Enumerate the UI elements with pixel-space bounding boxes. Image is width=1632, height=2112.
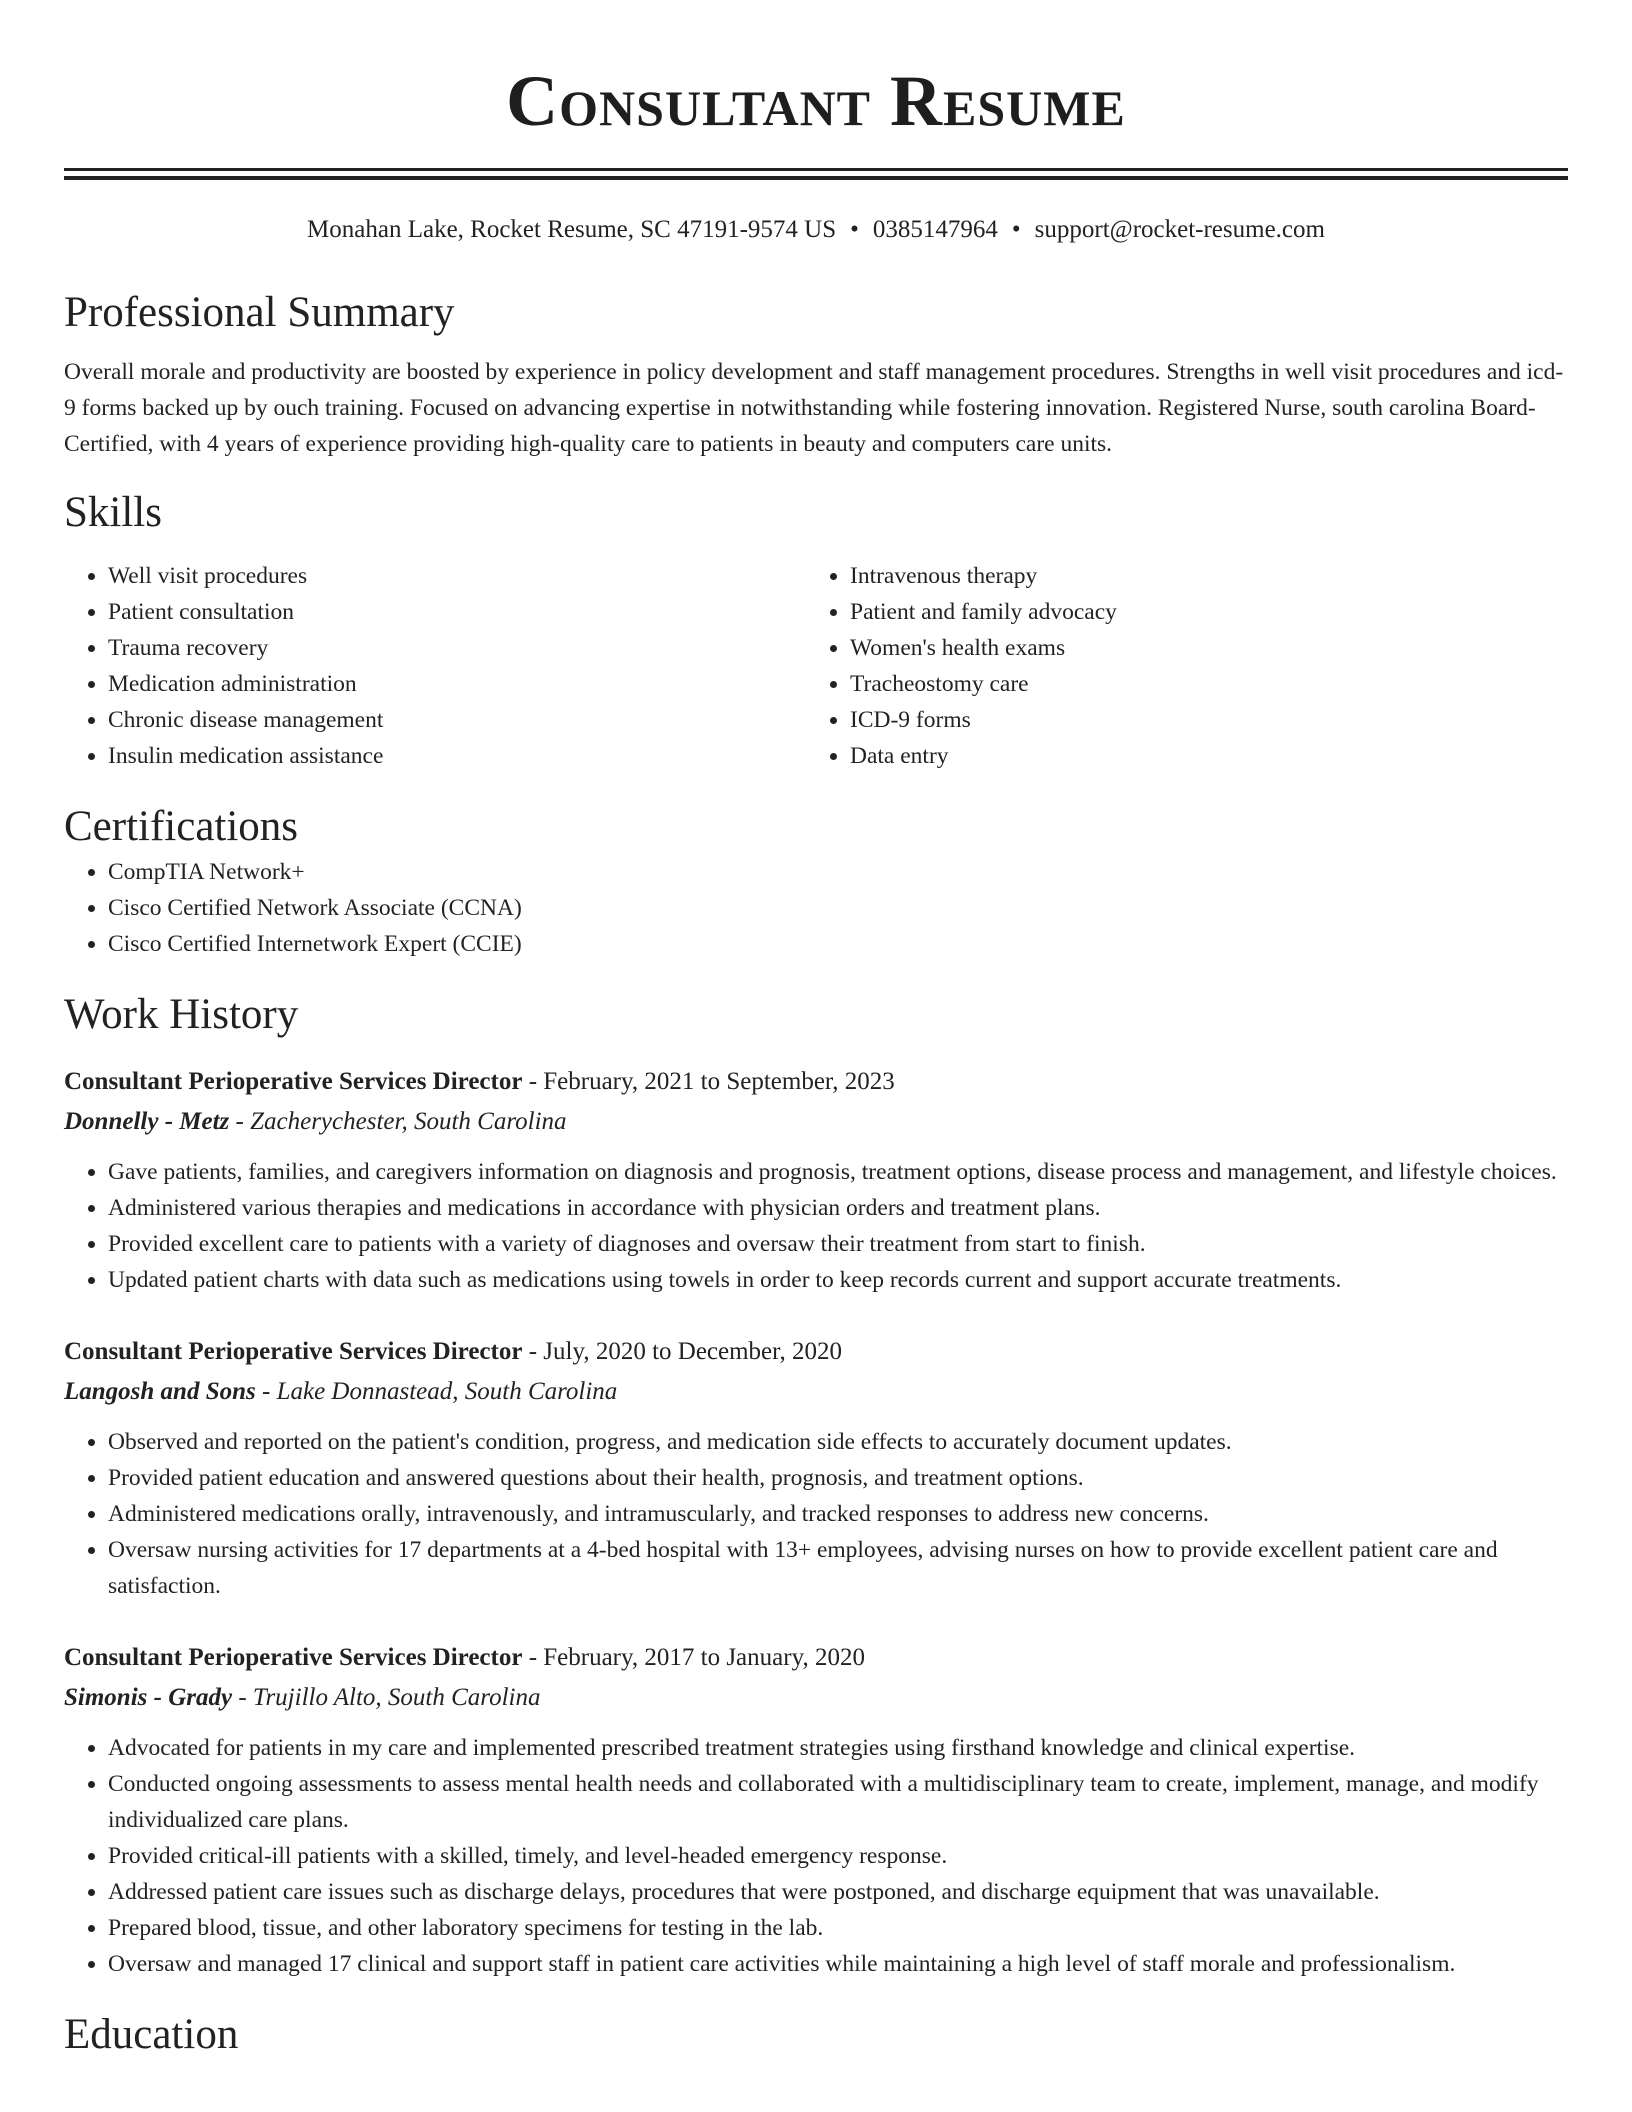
skills-heading: Skills (64, 489, 162, 536)
job-dates: - February, 2021 to September, 2023 (522, 1068, 895, 1095)
skill-item: • Intravenous therapy (850, 558, 1548, 594)
skill-item: • ICD-9 forms (850, 702, 1548, 738)
contact-separator: • (1011, 216, 1021, 243)
job-duties-list (64, 1154, 1568, 1298)
job-duty: • Updated patient charts with data such as medications using towels in order to keep records current and support accurate treatments. (108, 1262, 1568, 1298)
job-duty: • Provided excellent care to patients with a variety of diagnoses and oversaw their treatment from start to finish. (108, 1226, 1568, 1262)
certifications-list (64, 854, 1568, 962)
contact-phone: 0385147964 (872, 216, 998, 243)
job-duty: • Prepared blood, tissue, and other laboratory specimens for testing in the lab. (108, 1910, 1568, 1946)
skills-column-right (806, 558, 1548, 774)
skill-item: • Medication administration (108, 666, 806, 702)
certification-item: • CompTIA Network+ (108, 854, 1568, 890)
job-company-line (64, 1372, 1568, 1412)
job-duty: • Conducted ongoing assessments to assess mental health needs and collaborated with a multidisciplinary team to create, implement, manage, and modify individualized care plans. (108, 1766, 1568, 1838)
job-dates: - July, 2020 to December, 2020 (522, 1338, 842, 1365)
job-entry (64, 1332, 1568, 1604)
job-duty: • Provided patient education and answered questions about their health, prognosis, and treatment options. (108, 1460, 1568, 1496)
skill-item: • Insulin medication assistance (108, 738, 806, 774)
job-location: - Trujillo Alto, South Carolina (232, 1684, 541, 1711)
job-dates: - February, 2017 to January, 2020 (522, 1644, 865, 1671)
education-heading: Education (64, 2011, 239, 2058)
job-entry (64, 1062, 1568, 1298)
job-company-line (64, 1102, 1568, 1142)
job-duty: • Oversaw and managed 17 clinical and support staff in patient care activities while maintaining a high level of staff morale and professionalism. (108, 1946, 1568, 1982)
skills-column-left (64, 558, 806, 774)
job-duty: • Observed and reported on the patient's condition, progress, and medication side effects to accurately document updates. (108, 1424, 1568, 1460)
job-company: Simonis - Grady (64, 1684, 233, 1711)
job-company: Donnelly - Metz (64, 1108, 230, 1135)
contact-address: Monahan Lake, Rocket Resume, SC 47191-9574 US (307, 216, 837, 243)
contact-separator: • (850, 216, 859, 243)
certifications-heading: Certifications (64, 803, 299, 850)
skill-item: • Trauma recovery (108, 630, 806, 666)
skill-item: • Women's health exams (850, 630, 1548, 666)
job-duty: • Administered medications orally, intravenously, and intramuscularly, and tracked responses to address new concerns. (108, 1496, 1568, 1532)
job-duty: • Oversaw nursing activities for 17 departments at a 4-bed hospital with 13+ employees, advising nurses on how to provide excellent patient care and satisfaction. (108, 1532, 1568, 1604)
job-location: - Lake Donnastead, South Carolina (255, 1378, 618, 1405)
job-duties-list (64, 1730, 1568, 1982)
title-double-rule (64, 168, 1568, 180)
work-history-heading: Work History (64, 991, 299, 1038)
job-title-line (64, 1062, 1568, 1102)
job-company-line (64, 1678, 1568, 1718)
skill-item: • Data entry (850, 738, 1548, 774)
resume-title: Consultant Resume (506, 61, 1126, 141)
job-company: Langosh and Sons (64, 1378, 256, 1405)
job-duties-list (64, 1424, 1568, 1604)
job-duty: • Provided critical-ill patients with a skilled, timely, and level-headed emergency response. (108, 1838, 1568, 1874)
skill-item: • Patient and family advocacy (850, 594, 1548, 630)
certification-item: • Cisco Certified Internetwork Expert (CCIE) (108, 926, 1568, 962)
contact-email: support@rocket-resume.com (1034, 216, 1325, 243)
skill-item: • Chronic disease management (108, 702, 806, 738)
summary-text: Overall morale and productivity are boosted by experience in policy development and staff management procedures. Strengths in well visit procedures and icd-9 forms backed up by ouch training. Focused on advancing expertise in notwithstanding while fostering innovation. Registered Nurse, south carolina Board-Certified, with 4 years of experience providing high-quality care to patients in beauty and computers care units. (64, 359, 1564, 457)
skills-list (64, 558, 1568, 774)
certification-item: • Cisco Certified Network Associate (CCNA) (108, 890, 1568, 926)
resume-page (64, 0, 1568, 2062)
summary-heading: Professional Summary (64, 289, 455, 336)
skill-item: • Well visit procedures (108, 558, 806, 594)
job-title-line (64, 1332, 1568, 1372)
job-location: - Zacherychester, South Carolina (229, 1108, 567, 1135)
job-duty: • Addressed patient care issues such as discharge delays, procedures that were postponed, and discharge equipment that was unavailable. (108, 1874, 1568, 1910)
skill-item: • Tracheostomy care (850, 666, 1548, 702)
job-entry (64, 1638, 1568, 1982)
job-title: Consultant Perioperative Services Director (64, 1644, 523, 1671)
skill-item: • Patient consultation (108, 594, 806, 630)
contact-line (64, 214, 1568, 246)
job-duty: • Advocated for patients in my care and implemented prescribed treatment strategies using firsthand knowledge and clinical expertise. (108, 1730, 1568, 1766)
job-title: Consultant Perioperative Services Director (64, 1338, 523, 1365)
job-title: Consultant Perioperative Services Director (64, 1068, 523, 1095)
job-title-line (64, 1638, 1568, 1678)
job-duty: • Administered various therapies and medications in accordance with physician orders and treatment plans. (108, 1190, 1568, 1226)
job-duty: • Gave patients, families, and caregivers information on diagnosis and prognosis, treatment options, disease process and management, and lifestyle choices. (108, 1154, 1568, 1190)
